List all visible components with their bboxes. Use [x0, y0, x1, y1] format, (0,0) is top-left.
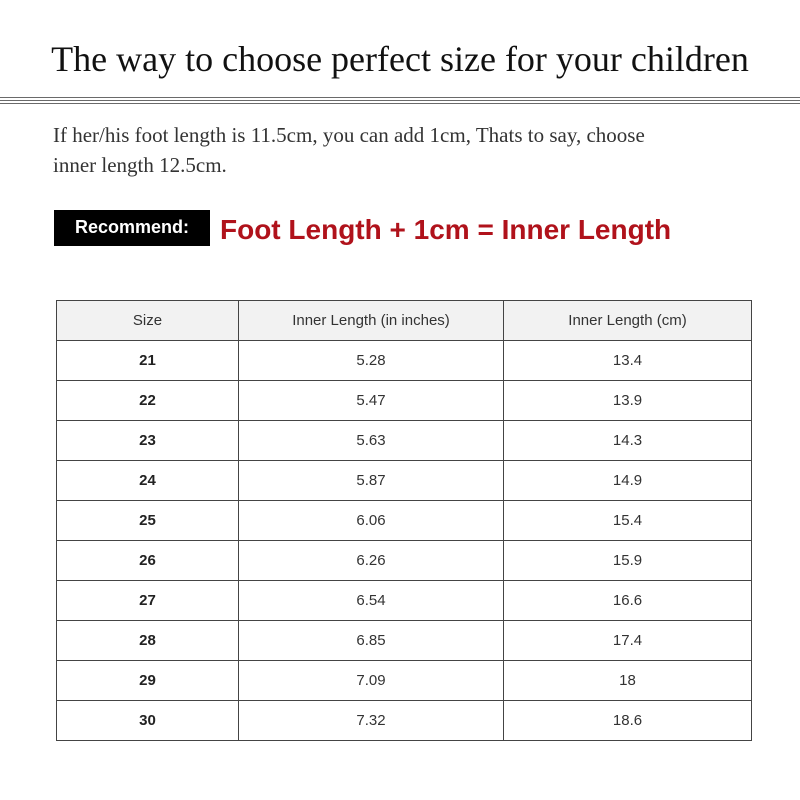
table-row — [57, 541, 752, 581]
divider-line — [0, 103, 800, 104]
table-row — [57, 661, 752, 701]
inches-cell: 6.85 — [239, 621, 504, 661]
recommend-label: Recommend: — [54, 210, 210, 246]
cm-cell: 18.6 — [504, 701, 752, 741]
table-header-row — [57, 301, 752, 341]
column-header-size: Size — [57, 301, 239, 341]
cm-cell: 15.9 — [504, 541, 752, 581]
inches-cell: 5.63 — [239, 421, 504, 461]
cm-cell: 18 — [504, 661, 752, 701]
column-header-cm: Inner Length (cm) — [504, 301, 752, 341]
inches-cell: 6.06 — [239, 501, 504, 541]
size-cell: 30 — [57, 701, 239, 741]
column-header-inches: Inner Length (in inches) — [239, 301, 504, 341]
size-cell: 21 — [57, 341, 239, 381]
cm-cell: 14.3 — [504, 421, 752, 461]
table-row — [57, 461, 752, 501]
size-cell: 22 — [57, 381, 239, 421]
size-cell: 29 — [57, 661, 239, 701]
table-row — [57, 621, 752, 661]
table-row — [57, 341, 752, 381]
size-cell: 28 — [57, 621, 239, 661]
size-cell: 26 — [57, 541, 239, 581]
size-cell: 23 — [57, 421, 239, 461]
size-cell: 27 — [57, 581, 239, 621]
cm-cell: 16.6 — [504, 581, 752, 621]
divider-line — [0, 97, 800, 98]
intro-text — [53, 120, 773, 180]
divider-line — [0, 100, 800, 101]
inches-cell: 6.26 — [239, 541, 504, 581]
page-title: The way to choose perfect size for your children — [51, 39, 749, 79]
table-row — [57, 501, 752, 541]
inches-cell: 5.47 — [239, 381, 504, 421]
table-row — [57, 701, 752, 741]
size-formula: Foot Length + 1cm = Inner Length — [220, 214, 672, 245]
size-table — [56, 300, 752, 741]
table-row — [57, 381, 752, 421]
intro-line-1: If her/his foot length is 11.5cm, you can add 1cm, Thats to say, choose — [53, 123, 645, 147]
cm-cell: 14.9 — [504, 461, 752, 501]
inches-cell: 7.09 — [239, 661, 504, 701]
cm-cell: 15.4 — [504, 501, 752, 541]
size-cell: 25 — [57, 501, 239, 541]
cm-cell: 13.9 — [504, 381, 752, 421]
size-cell: 24 — [57, 461, 239, 501]
table-row — [57, 421, 752, 461]
cm-cell: 17.4 — [504, 621, 752, 661]
inches-cell: 7.32 — [239, 701, 504, 741]
table-row — [57, 581, 752, 621]
intro-line-2: inner length 12.5cm. — [53, 153, 227, 177]
cm-cell: 13.4 — [504, 341, 752, 381]
inches-cell: 5.28 — [239, 341, 504, 381]
inches-cell: 5.87 — [239, 461, 504, 501]
inches-cell: 6.54 — [239, 581, 504, 621]
